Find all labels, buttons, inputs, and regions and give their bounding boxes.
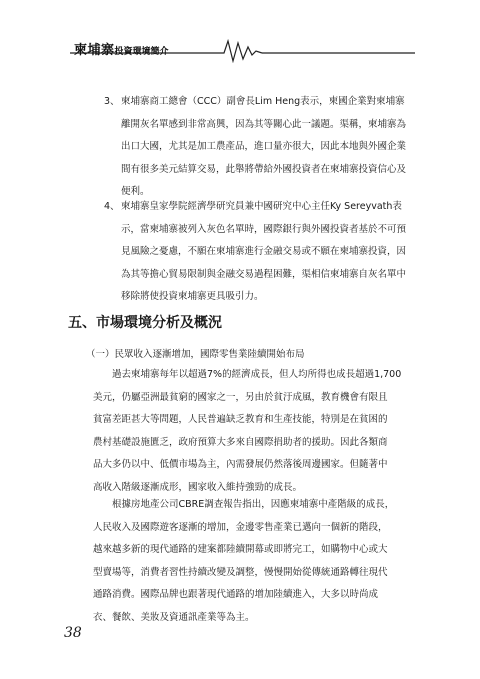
text-line: 衣、餐飲、美妝及資通訊產業等為主。 bbox=[93, 611, 255, 623]
list-item-text bbox=[121, 91, 421, 204]
text-line: 貧富差距甚大等問題，人民普遍缺乏教育和生產技能，特別是在貧困的 bbox=[93, 414, 388, 425]
paragraph bbox=[93, 494, 423, 629]
section-heading: 五、市場環境分析及概況 bbox=[68, 315, 222, 331]
text-line: 柬埔寨商工總會（CCC）副會長Lim Heng表示，柬國企業對柬埔寨 bbox=[121, 96, 405, 107]
text-line: 過去柬埔寨每年以超過7%的經濟成長，但人均所得也成長超過1,700 bbox=[112, 369, 402, 380]
header-rule bbox=[0, 37, 480, 63]
sub-heading: （一）民眾收入逐漸增加，國際零售業陸續開始布局 bbox=[86, 349, 305, 360]
text-line: 人民收入及國際遊客逐漸的增加，金邊零售產業已邁向一個新的階段， bbox=[93, 521, 388, 533]
text-line: 型賣場等，消費者習性持續改變及調整，慢慢開始從傳統通路轉往現代 bbox=[93, 566, 388, 578]
text-line: 出口大國，尤其是加工農產品，進口量亦很大，因此本地與外國企業 bbox=[121, 141, 407, 152]
text-line: 高收入階級逐漸成形，國家收入維持強勁的成長。 bbox=[93, 481, 303, 493]
text-line: 農村基礎設施匱乏，政府預算大多來自國際捐助者的援助。因此各類商 bbox=[93, 436, 388, 448]
text-line: 越來越多新的現代通路的建案都陸續開幕或即將完工，如購物中心或大 bbox=[93, 544, 388, 555]
text-line: 間有很多美元結算交易，此舉將帶給外國投資者在柬埔寨投資信心及 bbox=[121, 163, 407, 175]
list-item-number: 3、 bbox=[104, 96, 120, 107]
header-title-main: 柬埔寨 bbox=[74, 43, 115, 58]
text-line: 品大多仍以中、低價市場為主，內需發展仍然落後周邊國家。但隨著中 bbox=[93, 459, 388, 470]
header-title-sub: 投資環境簡介 bbox=[114, 47, 169, 57]
header-title bbox=[74, 39, 169, 58]
list-item-number: 4、 bbox=[104, 201, 120, 212]
page-number: 38 bbox=[64, 625, 82, 641]
list-item-text bbox=[121, 196, 421, 309]
text-line: 便利。 bbox=[121, 186, 150, 197]
text-line: 離開灰名單感到非常高興，因為其等關心此一議題。渠稱，柬埔寨為 bbox=[121, 118, 407, 130]
text-line: 移除將使投資柬埔寨更具吸引力。 bbox=[121, 291, 264, 302]
text-line: 根據房地產公司CBRE調查報告指出，因應柬埔寨中產階級的成長， bbox=[112, 499, 395, 510]
text-line: 柬埔寨皇家學院經濟學研究員兼中國研究中心主任Ky Sereyvath表 bbox=[121, 201, 402, 212]
text-line: 示，當柬埔寨被列入灰色名單時，國際銀行與外國投資者基於不可預 bbox=[121, 223, 407, 235]
text-line: 為其等擔心貿易限制與金融交易過程困難，渠相信柬埔寨自灰名單中 bbox=[121, 268, 407, 280]
paragraph bbox=[93, 364, 423, 499]
text-line: 見風險之憂慮，不願在柬埔寨進行金融交易或不願在柬埔寨投資，因 bbox=[121, 246, 407, 257]
text-line: 通路消費。國際品牌也跟著現代通路的增加陸續進入，大多以時尚成 bbox=[93, 589, 379, 600]
text-line: 美元，仍屬亞洲最貧窮的國家之一，另由於貧汙成風，教育機會有限且 bbox=[93, 391, 388, 403]
